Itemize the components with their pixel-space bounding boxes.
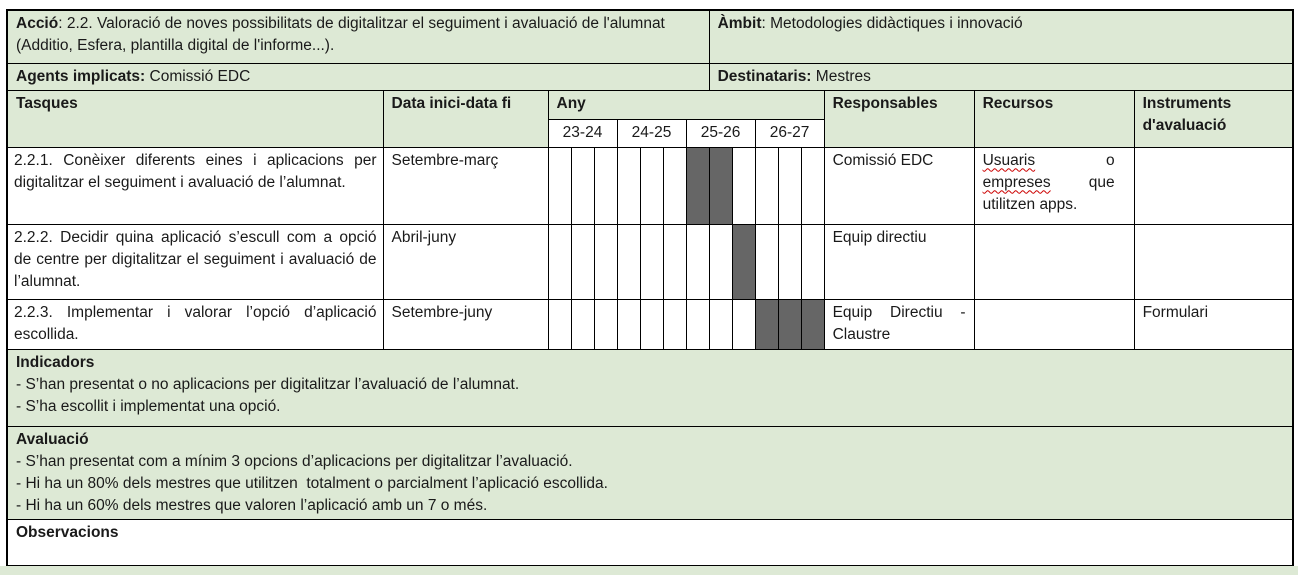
task-dates: Abril-juny bbox=[383, 224, 548, 299]
row-accio bbox=[7, 10, 1293, 63]
avaluacio-cell bbox=[7, 426, 1293, 519]
indicadors-cell bbox=[7, 349, 1293, 426]
gantt-cell bbox=[594, 299, 617, 349]
gantt-cell bbox=[571, 147, 594, 224]
recursos-text-rest: que utilitzen apps. bbox=[982, 173, 1115, 213]
avaluacio-item: - Hi ha un 60% dels mestres que valoren l’aplicació amb un 7 o més. bbox=[16, 496, 488, 514]
task-row-2 bbox=[7, 224, 1293, 299]
gantt-cell bbox=[732, 147, 755, 224]
gantt-cell bbox=[663, 147, 686, 224]
indicadors-item: - S’ha escollit i implementat una opció. bbox=[16, 397, 281, 415]
ambit-text: : Metodologies didàctiques i innovació bbox=[761, 15, 1023, 32]
gantt-cell bbox=[640, 224, 663, 299]
col-header-instruments: Instruments d'avaluació bbox=[1134, 90, 1293, 147]
gantt-cell bbox=[778, 299, 801, 349]
gantt-cell bbox=[548, 224, 571, 299]
task-instruments: Formulari bbox=[1134, 299, 1293, 349]
agents-cell bbox=[7, 63, 709, 90]
task-row-3 bbox=[7, 299, 1293, 349]
task-recursos bbox=[974, 147, 1134, 224]
gantt-cell bbox=[778, 224, 801, 299]
gantt-cell bbox=[755, 224, 778, 299]
task-dates: Setembre-juny bbox=[383, 299, 548, 349]
accio-text: : 2.2. Valoració de noves possibilitats de digitalitzar el seguiment i avaluació de l'alumnat (Additio, Esfera, plantilla digital de l'informe...). bbox=[16, 15, 665, 54]
task-recursos bbox=[974, 224, 1134, 299]
gantt-cell bbox=[640, 299, 663, 349]
task-text: 2.2.3. Implementar i valorar l’opció d’aplicació escollida. bbox=[7, 299, 383, 349]
gantt-cell bbox=[548, 299, 571, 349]
task-text: 2.2.2. Decidir quina aplicació s’escull com a opció de centre per digitalitzar el seguiment i avaluació de l’alumnat. bbox=[7, 224, 383, 299]
year-header-23-24: 23-24 bbox=[548, 119, 617, 147]
year-header-26-27: 26-27 bbox=[755, 119, 824, 147]
accio-cell bbox=[7, 10, 709, 63]
col-header-any: Any bbox=[548, 90, 824, 119]
gantt-cell bbox=[801, 147, 824, 224]
avaluacio-item: - S’han presentat com a mínim 3 opcions d’aplicacions per digitalitzar l’avaluació. bbox=[16, 452, 573, 470]
gantt-cell bbox=[571, 224, 594, 299]
avaluacio-item: - Hi ha un 80% dels mestres que utilitzen totalment o parcialment l’aplicació escollida. bbox=[16, 474, 608, 492]
gantt-cell bbox=[709, 224, 732, 299]
col-header-responsables: Responsables bbox=[824, 90, 974, 147]
col-header-tasques: Tasques bbox=[7, 90, 383, 147]
observacions-title: Observacions bbox=[16, 523, 119, 541]
destinataris-cell bbox=[709, 63, 1293, 90]
task-dates: Setembre-març bbox=[383, 147, 548, 224]
gantt-cell bbox=[732, 224, 755, 299]
gantt-cell bbox=[594, 147, 617, 224]
gantt-cell bbox=[548, 147, 571, 224]
gantt-cell bbox=[778, 147, 801, 224]
gantt-cell bbox=[755, 147, 778, 224]
task-responsables: Equip directiu bbox=[824, 224, 974, 299]
gantt-cell bbox=[732, 299, 755, 349]
next-section-green-strip bbox=[0, 566, 1298, 575]
indicadors-title: Indicadors bbox=[16, 353, 95, 371]
gantt-cell bbox=[571, 299, 594, 349]
gantt-cell bbox=[686, 147, 709, 224]
gantt-cell bbox=[801, 224, 824, 299]
agents-text: Comissió EDC bbox=[145, 67, 251, 85]
gantt-cell bbox=[617, 299, 640, 349]
destinataris-label: Destinataris: bbox=[717, 67, 812, 85]
row-observacions bbox=[7, 519, 1293, 566]
task-text: 2.2.1. Conèixer diferents eines i aplicacions per digitalitzar el seguiment i avaluació de l’alumnat. bbox=[7, 147, 383, 224]
task-responsables: Equip Directiu - Claustre bbox=[824, 299, 974, 349]
row-agents bbox=[7, 63, 1293, 90]
gantt-cell bbox=[640, 147, 663, 224]
misspelled-word: Usuaris bbox=[982, 151, 1036, 169]
destinataris-text: Mestres bbox=[811, 67, 871, 85]
ambit-label: Àmbit bbox=[717, 15, 762, 32]
gantt-cell bbox=[801, 299, 824, 349]
task-recursos bbox=[974, 299, 1134, 349]
ambit-cell bbox=[709, 10, 1293, 63]
year-header-24-25: 24-25 bbox=[617, 119, 686, 147]
gantt-cell bbox=[709, 299, 732, 349]
avaluacio-title: Avaluació bbox=[16, 430, 89, 448]
observacions-cell bbox=[7, 519, 1293, 566]
gantt-cell bbox=[709, 147, 732, 224]
year-header-25-26: 25-26 bbox=[686, 119, 755, 147]
agents-label: Agents implicats: bbox=[16, 67, 146, 85]
indicadors-item: - S’han presentat o no aplicacions per digitalitzar l’avaluació de l’alumnat. bbox=[16, 375, 520, 393]
recursos-text bbox=[983, 150, 1115, 216]
row-header-main bbox=[7, 90, 1293, 119]
col-header-data: Data inici-data fi bbox=[383, 90, 548, 147]
task-row-1 bbox=[7, 147, 1293, 224]
recursos-text-mid: o bbox=[1035, 151, 1115, 169]
gantt-cell bbox=[617, 224, 640, 299]
misspelled-word: empreses bbox=[982, 173, 1051, 191]
task-instruments bbox=[1134, 224, 1293, 299]
gantt-cell bbox=[663, 224, 686, 299]
gantt-cell bbox=[686, 224, 709, 299]
gantt-cell bbox=[594, 224, 617, 299]
gantt-cell bbox=[755, 299, 778, 349]
task-responsables: Comissió EDC bbox=[824, 147, 974, 224]
row-avaluacio bbox=[7, 426, 1293, 519]
task-instruments bbox=[1134, 147, 1293, 224]
row-indicadors bbox=[7, 349, 1293, 426]
accio-label: Acció bbox=[16, 15, 59, 32]
col-header-recursos: Recursos bbox=[974, 90, 1134, 147]
gantt-cell bbox=[617, 147, 640, 224]
gantt-cell bbox=[686, 299, 709, 349]
action-plan-table bbox=[6, 9, 1294, 567]
gantt-cell bbox=[663, 299, 686, 349]
